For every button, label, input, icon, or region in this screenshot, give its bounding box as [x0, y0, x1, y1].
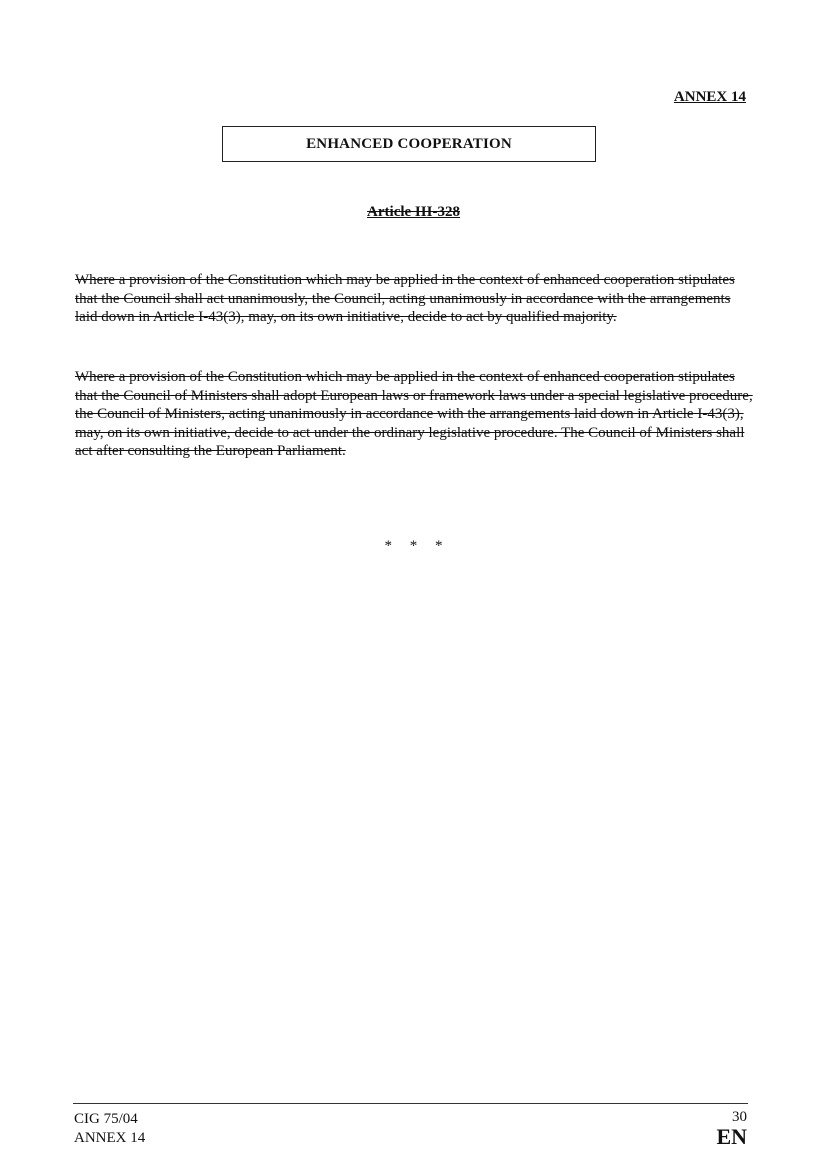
title-box	[222, 126, 596, 162]
document-reference: CIG 75/04	[74, 1111, 138, 1127]
page-number: 30	[732, 1109, 747, 1125]
section-separator: * * *	[384, 538, 443, 554]
language-code: EN	[716, 1124, 747, 1149]
article-paragraph-2: Where a provision of the Constitution which may be applied in the context of enhanced cooperation stipulates that the Council of Ministers shall adopt European laws or framework laws under a special legislative procedure, the Council of Ministers, acting unanimously in accordance with the arrangements laid down in Article I-43(3), may, on its own initiative, decide to act under the ordinary legislative procedure. The Council of Ministers shall act after consulting the European Parliament.	[75, 369, 753, 460]
article-heading: Article III-328	[367, 204, 460, 220]
footer-left	[74, 1110, 145, 1148]
article-paragraph-1: Where a provision of the Constitution which may be applied in the context of enhanced cooperation stipulates that the Council shall act unanimously, the Council, acting unanimously in accordance with the arrangements laid down in Article I-43(3), may, on its own initiative, decide to act by qualified majority.	[75, 272, 735, 326]
annex-label: ANNEX 14	[673, 89, 746, 105]
annex-reference: ANNEX 14	[74, 1130, 146, 1146]
footer-right	[716, 1108, 747, 1148]
page-title: ENHANCED COOPERATION	[306, 135, 512, 152]
footer-divider	[73, 1103, 748, 1104]
